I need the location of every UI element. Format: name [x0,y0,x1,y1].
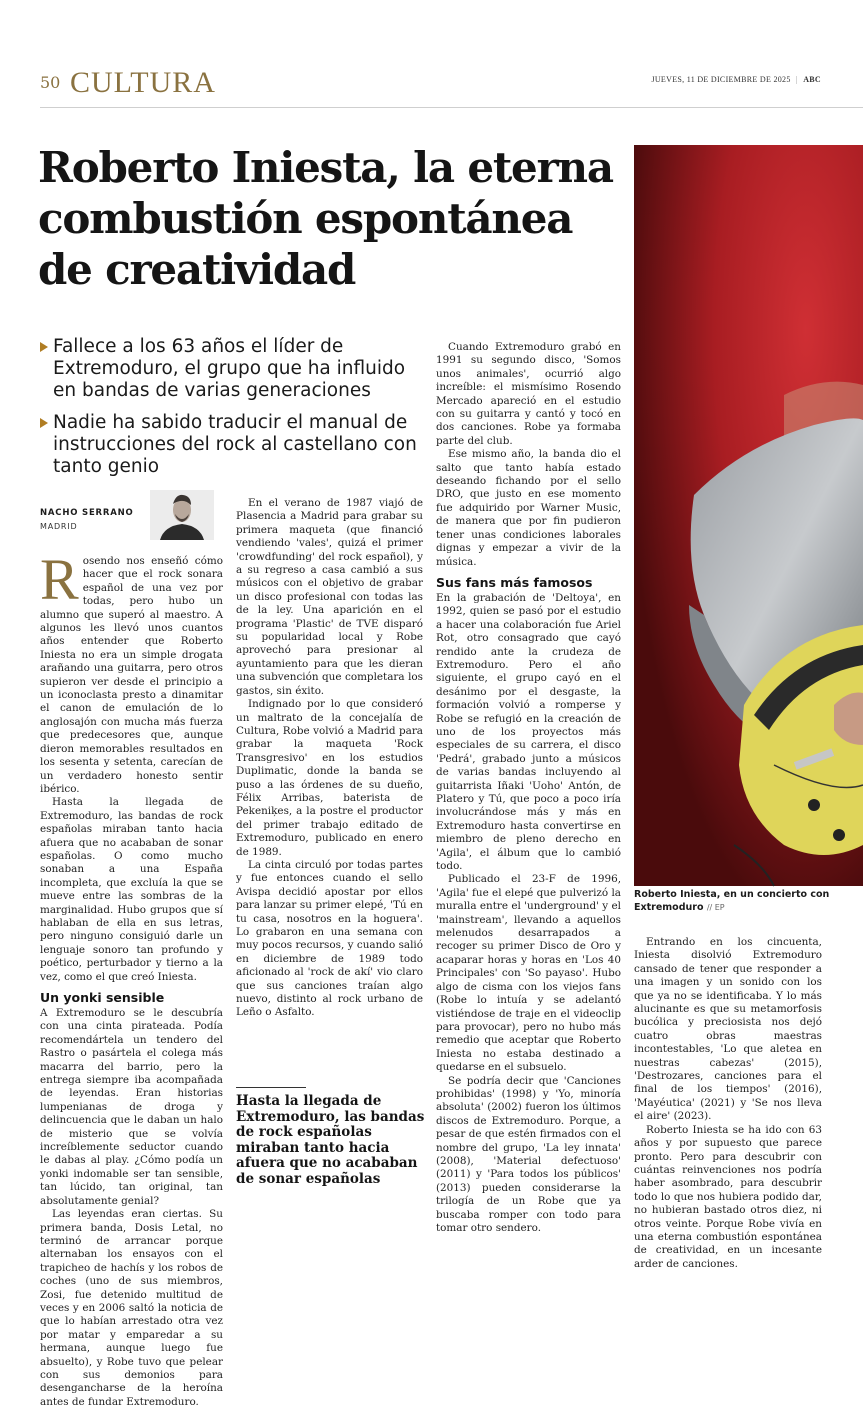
paragraph: Publicado el 23-F de 1996, 'Agila' fue el elepé que pulverizó la muralla entre el 'underground' y el 'mainstream', llevando a aquellos melenudos desarrapados a recoger su primer Disco de Oro y acaparar horas y horas en 'Los 40 Principales' con 'So payaso'. Hubo algo de cisma con los viejos fans (Robe lo intuía y se adelantó vistiéndose de traje en el videoclip para provocar), pero no hubo más remedio que aceptar que Roberto Iniesta no estaba destinado a quedarse en el subsuelo. [436,873,621,1074]
subhead-text: Fallece a los 63 años el líder de Extremoduro, el grupo que ha influido en bandas de varias generaciones [53,336,406,401]
author-portrait [150,490,214,540]
triangle-bullet-icon [40,342,48,352]
guitarist-illustration [634,145,863,886]
author-city: MADRID [40,522,78,531]
paragraph: Se podría decir que 'Canciones prohibidas' (1998) y 'Yo, minoría absoluta' (2002) fueron los últimos discos de Extremoduro. Porque, a pesar de que estén firmados con el nombre del grupo, 'La ley innata' (2008), 'Material defectuoso' (2011) y 'Para todos los públicos' (2013) pueden considerarse la trilogía de un Robe que ya buscaba romper con todo para tomar otro sendero. [436,1074,621,1234]
article-column-1 [40,547,223,1408]
paragraph: Entrando en los cincuenta, Iniesta disolvió Extremoduro cansado de tener que responder a una imagen y un sonido con los que ya no se identificaba. Y lo más alucinante es que su metamorfosis bucólica y preciosista nos dejó cuatro obras maestras incontestables, 'Lo que aletea en nuestras cabezas' (2015), 'Destrozares, canciones para el final de los tiempos' (2016), 'Mayéutica' (2021) y 'Se nos lleva el aire' (2023). [634,936,822,1123]
article-column-2 [236,497,423,1075]
triangle-bullet-icon [40,418,48,428]
paragraph: Roberto Iniesta se ha ido con 63 años y por supuesto que parece pronto. Pero para descubrir con cuántas reinvenciones nos podría haber asombrado, para descubrir todo lo que nos hubiera podido dar, no hubieran bastado otros diez, ni otros veinte. Porque Robe vivía en una eterna combustión espontánea de creatividad, en un incesante arder de canciones. [634,1123,822,1270]
caption-text: Roberto Iniesta, en un concierto con Extremoduro [634,889,830,913]
paragraph: Ese mismo año, la banda dio el salto que tanto había estado deseando fichando por el sello DRO, que justo en ese momento fue adquirido por Warner Music, de manera que por fin pudieron tener unas condiciones laborales dignas y empezar a vivir de la música. [436,448,621,568]
paragraph-text: osendo nos enseñó cómo hacer que el rock sonara español de una vez por todas, pero hubo un alumno que superó al maestro. A algunos les llevó unos cuantos años entender que Roberto Iniesta no era un simple drogata arañando una guitarra, pero otros supieron ver desde el principio a un iconoclasta presto a dinamitar el canon de emulación de lo anglosajón con mucha más fuerza que predecesores que, aunque dieron memorables resultados en los sesenta y setenta, carecían de un verdadero honesto sentir ibérico. [40,555,223,795]
publication-name: ABC [803,75,821,84]
author-name: NACHO SERRANO [40,508,134,518]
paragraph: La cinta circuló por todas partes y fue entonces cuando el sello Avispa decidió apostar por ellos para lanzar su primer elepé, 'Tú en tu casa, nosotros en la hoguera'. Lo grabaron en una semana con muy pocos recursos, y cuando salió en diciembre de 1989 todo aficionado al 'rock de akí' vio claro que sus canciones traían algo nuevo, distinto al rock urbano de Leño o Asfalto. [236,858,423,1019]
paragraph: En la grabación de 'Deltoya', en 1992, quien se pasó por el estudio a hacer una colaboración fue Ariel Rot, otro consagrado que cayó rendido ante la crudeza de Extremoduro. Pero el año siguiente, el grupo cayó en el desánimo por el desgaste, la formación volvió a romperse y Robe se refugió en la creación de uno de los proyectos más especiales de su carrera, el disco 'Pedrá', grabado junto a músicos de varias bandas incluyendo al guitarrista Iñaki 'Uoho' Antón, de Platero y Tú, que poco a poco iría involucrándose más y más en Extremoduro hasta convertirse en miembro de pleno derecho en 'Agila', el álbum que lo cambió todo. [436,591,621,873]
header-rule [40,107,863,108]
paragraph: Hasta la llegada de Extremoduro, las bandas de rock españolas miraban tanto hacia afuera que no acababan de sonar españolas. O como mucho sonaban a una España incompleta, que excluía la que se mueve entre las sombras de la marginalidad. Hubo grupos que sí hablaban de ella en sus letras, pero ninguno consiguió darle un lenguaje sonoro tan profundo y poético, perturbador y tierno a la vez, como el que creó Iniesta. [40,796,223,983]
page-number: 50 [40,73,61,92]
section-heading: Sus fans más famosos [436,574,593,590]
paragraph: En el verano de 1987 viajó de Plasencia a Madrid para grabar su primera maqueta (que financió vendiendo 'vales', quizá el primer 'crowdfunding' del rock español), y a su regreso a casa cambió a sus músicos con el objetivo de grabar un disco profesional con todas las de la ley. Una aparición en el programa 'Plastic' de TVE disparó su popularidad local y Robe aprovechó para presionar al ayuntamiento para que les dieran una subvención que completara los gastos, sin éxito. [236,497,423,697]
headline: Roberto Iniesta, la eterna combustión espontánea de creatividad [38,143,613,294]
paragraph: Las leyendas eran ciertas. Su primera banda, Dosis Letal, no terminó de arrancar porque alternaban los ensayos con el trapicheo de hachís y los robos de coches (uno de sus miembros, Zosi, fue detenido multitud de veces y en 2006 saltó la noticia de que lo habían arrestado otra vez por matar y emparedar a su hermana, aunque luego fue absuelto), y Robe tuvo que pelear con sus demonios para desengancharse de la heroína antes de fundar Extremoduro. [40,1208,223,1408]
lead-paragraph [40,547,223,796]
photo-credit: // EP [706,903,725,912]
pullquote: Hasta la llegada de Extremoduro, las bandas de rock españolas miraban tanto hacia afuera que no acababan de sonar españolas [236,1093,425,1187]
paragraph: A Extremoduro se le descubría con una cinta pirateada. Podía recomendártela un tendero del Rastro o pasártela el colega más macarra del barrio, pero la entrega siempre iba acompañada de leyendas. Eran historias lumpenianas de droga y delincuencia que le daban un halo de misterio que se volvía increíblemente seductor cuando le dabas al play. ¿Cómo podía un yonki indomable ser tan sensible, tan lúcido, tan original, tan absolutamente genial? [40,1007,223,1207]
subhead [40,412,425,478]
section-heading: Un yonki sensible [40,990,165,1005]
subhead [40,336,425,402]
pullquote-rule [236,1087,306,1088]
date-text: JUEVES, 11 DE DICIEMBRE DE 2025 [651,75,791,84]
concert-photo [634,145,863,886]
paragraph: Indignado por lo que consideró un maltrato de la concejalía de Cultura, Robe volvió a Madrid para grabar la maqueta 'Rock Transgresivo' en los estudios Duplimatic, donde la banda se puso a las órdenes de su dueño, Félix Arribas, baterista de Pekeniķes, a la postre el productor del primer trabajo editado de Extremoduro, publicado en enero de 1989. [236,698,423,858]
dateline: JUEVES, 11 DE DICIEMBRE DE 2025 | ABC [651,75,821,84]
article-column-4 [634,936,822,1270]
subhead-text: Nadie ha sabido traducir el manual de instrucciones del rock al castellano con tanto genio [53,412,417,477]
article-column-3 [436,341,621,1234]
author-photo [150,490,214,540]
section-title: CULTURA [70,66,216,99]
paragraph: Cuando Extremoduro grabó en 1991 su segundo disco, 'Somos unos animales', ocurrió algo increíble: el mismísimo Rosendo Mercado apareció en el estudio con su guitarra y cantó y tocó en dos canciones. Robe ya formaba parte del club. [436,341,621,447]
photo-caption [634,888,856,914]
dropcap: R [40,547,79,612]
